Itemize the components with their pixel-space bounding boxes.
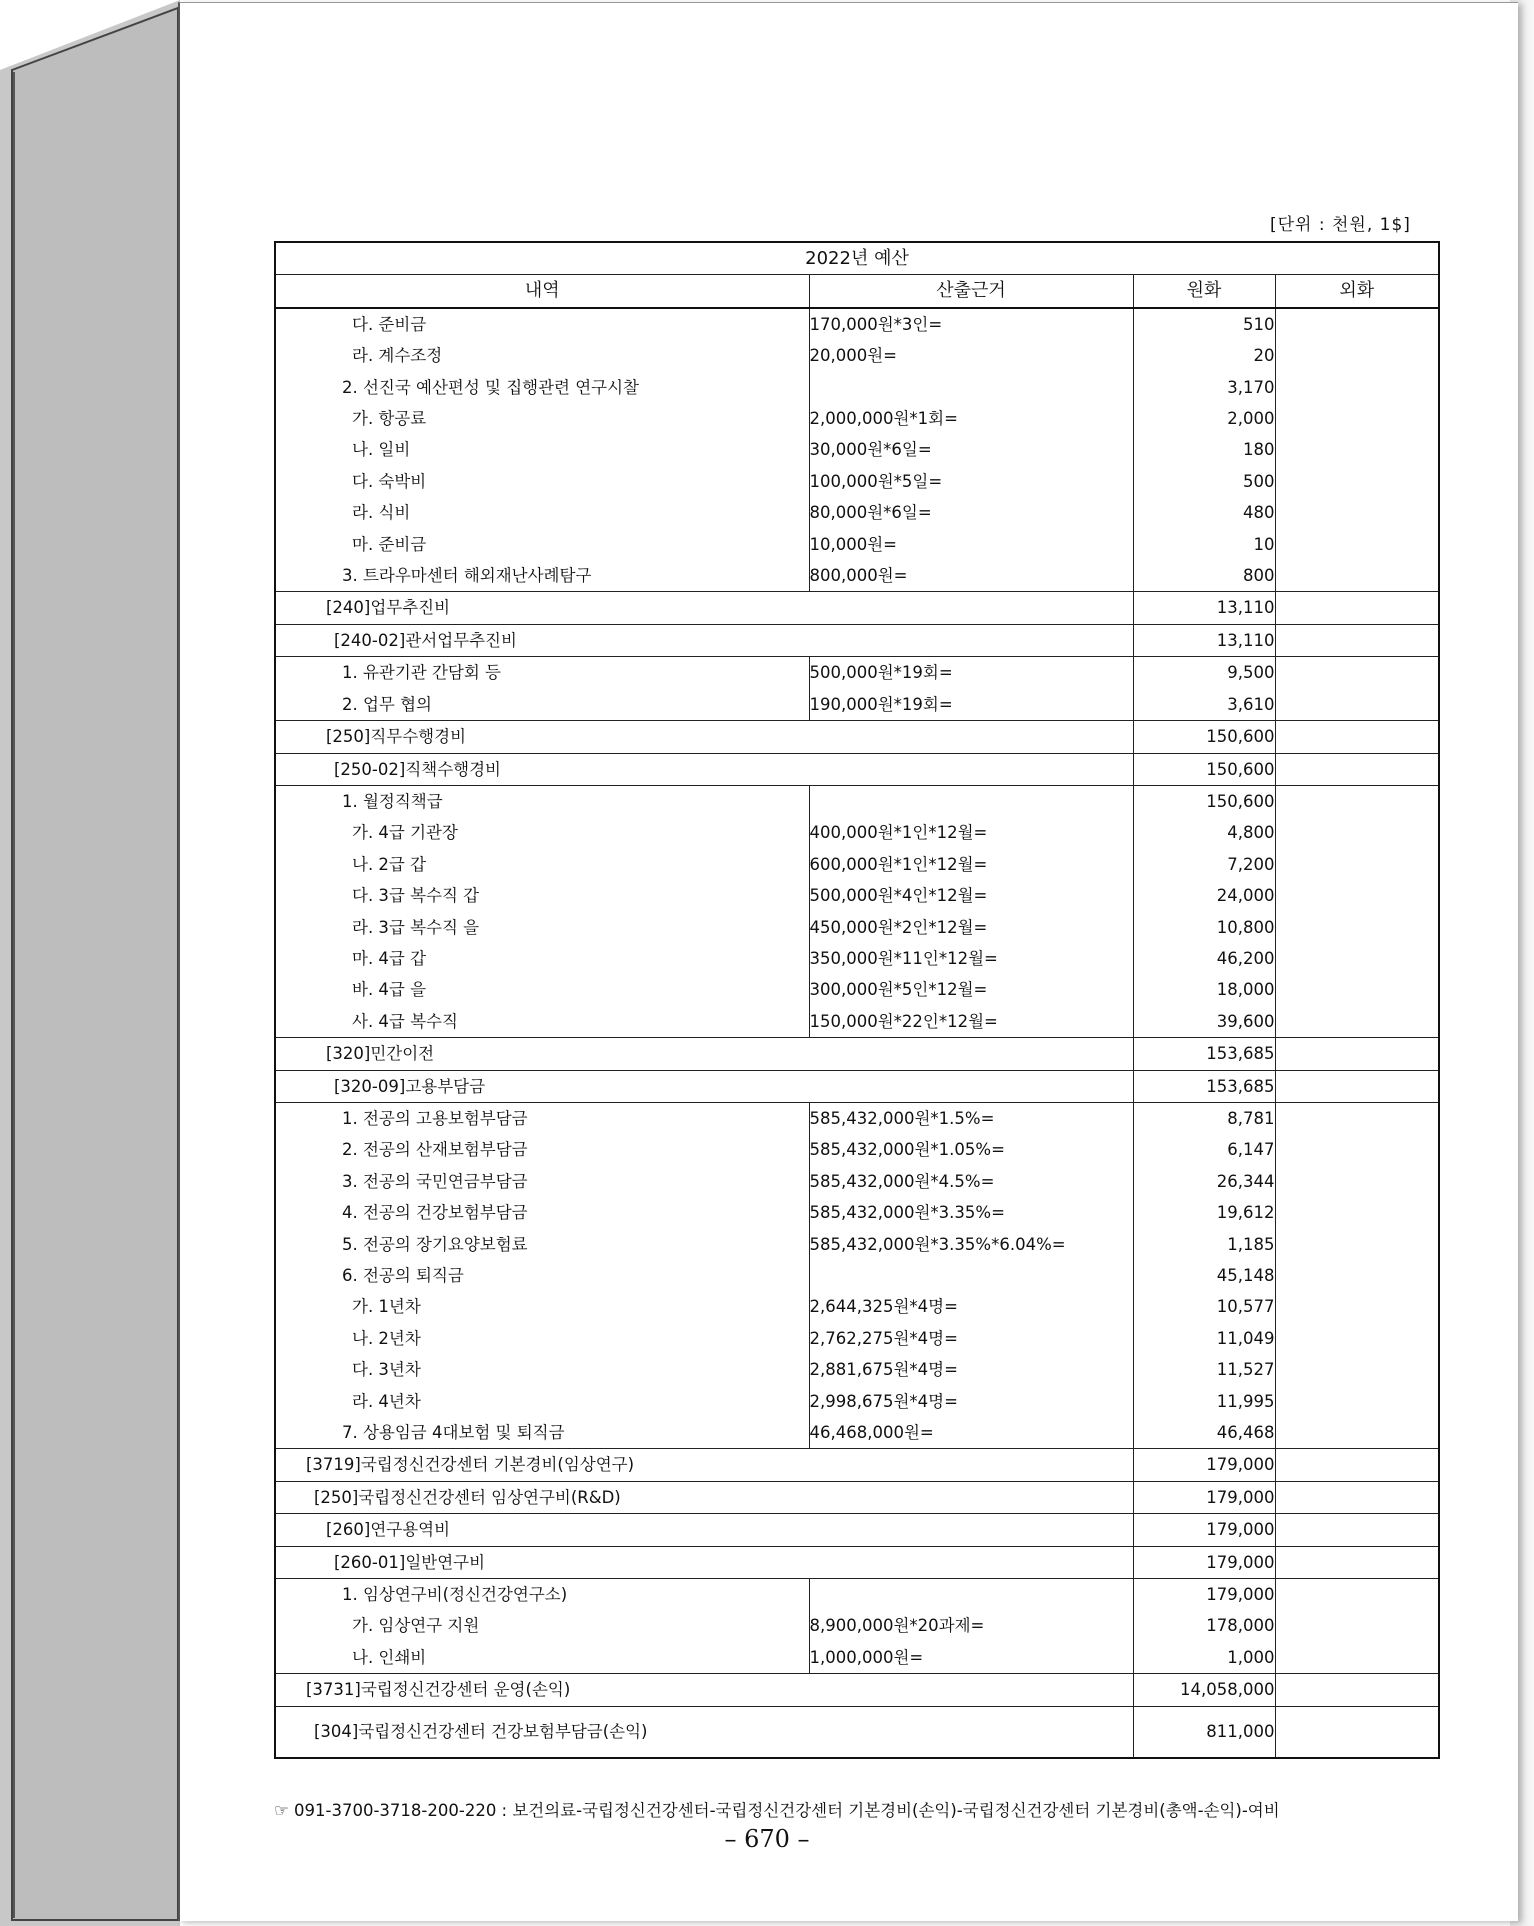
amount-foreign [1275, 1481, 1439, 1513]
table-row [275, 974, 1439, 1005]
amount-foreign [1275, 1386, 1439, 1417]
amount-krw: 10,577 [1133, 1291, 1275, 1322]
amount-krw: 24,000 [1133, 880, 1275, 911]
amount-foreign [1275, 1291, 1439, 1322]
table-row [275, 308, 1439, 340]
amount-krw: 3,610 [1133, 689, 1275, 721]
amount-krw: 179,000 [1133, 1546, 1275, 1578]
item-label: 나. 2급 갑 [352, 854, 427, 874]
amount-krw: 150,600 [1133, 785, 1275, 817]
item-basis: 100,000원*5일= [809, 466, 1133, 497]
amount-foreign [1275, 912, 1439, 943]
item-basis: 585,432,000원*3.35%= [809, 1197, 1133, 1228]
section-row [275, 1038, 1439, 1070]
page-number: – 670 – [724, 1825, 810, 1853]
amount-foreign [1275, 721, 1439, 753]
amount-foreign [1275, 1610, 1439, 1641]
section-label: [250]직무수행경비 [275, 721, 1133, 753]
amount-krw: 39,600 [1133, 1006, 1275, 1038]
item-basis: 2,998,675원*4명= [809, 1386, 1133, 1417]
item-label: 나. 인쇄비 [352, 1647, 427, 1667]
section-label: [240-02]관서업무추진비 [275, 624, 1133, 656]
amount-foreign [1275, 1514, 1439, 1546]
section-label: [250]국립정신건강센터 임상연구비(R&D) [275, 1481, 1133, 1513]
table-row [275, 1197, 1439, 1228]
table-row [275, 1354, 1439, 1385]
header-krw: 원화 [1133, 275, 1275, 308]
item-label: 1. 유관기관 간담회 등 [275, 657, 809, 689]
table-row [275, 1323, 1439, 1354]
amount-foreign [1275, 943, 1439, 974]
item-label: 1. 전공의 고용보험부담금 [275, 1102, 809, 1134]
item-basis [809, 785, 1133, 817]
table-row [275, 1579, 1439, 1611]
item-label: 가. 항공료 [352, 409, 427, 429]
amount-krw: 45,148 [1133, 1260, 1275, 1291]
table-row [275, 466, 1439, 497]
amount-krw: 4,800 [1133, 817, 1275, 848]
amount-foreign [1275, 1642, 1439, 1674]
item-label: 라. 계수조정 [352, 346, 443, 366]
item-label: 6. 전공의 퇴직금 [342, 1266, 464, 1285]
item-label: 가. 임상연구 지원 [352, 1616, 480, 1636]
amount-foreign [1275, 1323, 1439, 1354]
item-label: 사. 4급 복수직 [352, 1011, 458, 1031]
amount-foreign [1275, 1417, 1439, 1449]
amount-foreign [1275, 1038, 1439, 1070]
budget-table [274, 241, 1440, 1759]
amount-krw: 46,468 [1133, 1417, 1275, 1449]
amount-foreign [1275, 849, 1439, 880]
item-label: 라. 4년차 [352, 1391, 421, 1411]
table-row [275, 880, 1439, 911]
section-row [275, 753, 1439, 785]
amount-foreign [1275, 1134, 1439, 1165]
section-label: [3731]국립정신건강센터 운영(손익) [275, 1674, 1133, 1706]
item-basis: 585,432,000원*3.35%*6.04%= [809, 1229, 1133, 1260]
table-row [275, 372, 1439, 403]
item-basis [809, 372, 1133, 403]
item-basis: 150,000원*22인*12월= [809, 1006, 1133, 1038]
section-row [275, 592, 1439, 624]
footer-note: ☞ 091-3700-3718-200-220 : 보건의료-국립정신건강센터-국립정신건강센터 기본경비(손익)-국립정신건강센터 기본경비(총액-손익)-여비 [274, 1801, 1280, 1820]
table-body [275, 308, 1439, 1758]
header-basis: 산출근거 [809, 275, 1133, 308]
header-foreign: 외화 [1275, 275, 1439, 308]
amount-foreign [1275, 817, 1439, 848]
amount-foreign [1275, 974, 1439, 1005]
amount-krw: 26,344 [1133, 1166, 1275, 1197]
amount-krw: 153,685 [1133, 1070, 1275, 1102]
section-row [275, 721, 1439, 753]
item-label: 2. 선진국 예산편성 및 집행관련 연구시찰 [342, 377, 639, 397]
section-label: [260-01]일반연구비 [275, 1546, 1133, 1578]
table-row [275, 943, 1439, 974]
item-basis: 2,881,675원*4명= [809, 1354, 1133, 1385]
item-label: 다. 3급 복수직 갑 [352, 886, 480, 906]
table-row [275, 849, 1439, 880]
amount-foreign [1275, 466, 1439, 497]
item-basis: 400,000원*1인*12월= [809, 817, 1133, 848]
amount-foreign [1275, 1070, 1439, 1102]
item-label: 2. 업무 협의 [342, 694, 432, 714]
item-basis: 190,000원*19회= [809, 689, 1133, 721]
amount-foreign [1275, 1546, 1439, 1578]
table-row [275, 1006, 1439, 1038]
header-details: 내역 [275, 275, 809, 308]
amount-krw: 1,000 [1133, 1642, 1275, 1674]
section-row [275, 1674, 1439, 1706]
section-label: [304]국립정신건강센터 건강보험부담금(손익) [275, 1706, 1133, 1758]
table-row [275, 1386, 1439, 1417]
amount-foreign [1275, 624, 1439, 656]
table-row [275, 1642, 1439, 1674]
amount-foreign [1275, 1102, 1439, 1134]
item-label: 라. 3급 복수직 을 [352, 917, 480, 937]
item-basis: 20,000원= [809, 340, 1133, 371]
item-basis: 500,000원*19회= [809, 657, 1133, 689]
table-row [275, 1166, 1439, 1197]
amount-krw: 179,000 [1133, 1449, 1275, 1481]
amount-krw: 500 [1133, 466, 1275, 497]
item-basis: 500,000원*4인*12월= [809, 880, 1133, 911]
table-title: 2022년 예산 [275, 242, 1439, 275]
table-row [275, 1610, 1439, 1641]
table-row [275, 434, 1439, 465]
amount-krw: 3,170 [1133, 372, 1275, 403]
amount-foreign [1275, 785, 1439, 817]
item-basis: 80,000원*6일= [809, 497, 1133, 528]
item-label: 1. 월정직책급 [275, 785, 809, 817]
item-basis: 300,000원*5인*12월= [809, 974, 1133, 1005]
item-label: 5. 전공의 장기요양보험료 [342, 1234, 528, 1254]
item-label: 3. 전공의 국민연금부담금 [342, 1171, 528, 1191]
item-label: 라. 식비 [352, 503, 411, 523]
item-label: 마. 4급 갑 [352, 948, 427, 968]
amount-krw: 7,200 [1133, 849, 1275, 880]
item-basis [809, 1260, 1133, 1291]
amount-foreign [1275, 340, 1439, 371]
table-row [275, 1134, 1439, 1165]
item-basis: 800,000원= [809, 560, 1133, 592]
book-edge [0, 0, 180, 1926]
amount-foreign [1275, 372, 1439, 403]
section-row [275, 1449, 1439, 1481]
amount-foreign [1275, 1166, 1439, 1197]
amount-krw: 178,000 [1133, 1610, 1275, 1641]
section-label: [260]연구용역비 [275, 1514, 1133, 1546]
amount-foreign [1275, 657, 1439, 689]
item-label: 나. 일비 [352, 440, 411, 460]
amount-foreign [1275, 1579, 1439, 1611]
table-row [275, 1260, 1439, 1291]
amount-foreign [1275, 689, 1439, 721]
item-label: 7. 상용임금 4대보험 및 퇴직금 [342, 1423, 565, 1443]
item-label: 다. 3년차 [352, 1360, 421, 1380]
section-row [275, 1481, 1439, 1513]
amount-krw: 150,600 [1133, 721, 1275, 753]
amount-foreign [1275, 880, 1439, 911]
amount-krw: 13,110 [1133, 624, 1275, 656]
amount-foreign [1275, 592, 1439, 624]
unit-label: [단위 : 천원, 1$] [1270, 215, 1411, 235]
table-row [275, 657, 1439, 689]
amount-foreign [1275, 1449, 1439, 1481]
item-basis: 2,000,000원*1회= [809, 403, 1133, 434]
amount-krw: 10 [1133, 529, 1275, 560]
amount-krw: 13,110 [1133, 592, 1275, 624]
item-label: 가. 4급 기관장 [352, 823, 458, 843]
table-row [275, 1102, 1439, 1134]
table-row [275, 912, 1439, 943]
amount-krw: 6,147 [1133, 1134, 1275, 1165]
amount-krw: 20 [1133, 340, 1275, 371]
item-label: 마. 준비금 [352, 534, 427, 554]
item-basis: 585,432,000원*4.5%= [809, 1166, 1133, 1197]
table-row [275, 497, 1439, 528]
table-row [275, 529, 1439, 560]
item-basis: 10,000원= [809, 529, 1133, 560]
section-row [275, 1706, 1439, 1758]
item-basis [809, 1579, 1133, 1611]
amount-krw: 18,000 [1133, 974, 1275, 1005]
amount-foreign [1275, 1674, 1439, 1706]
amount-krw: 800 [1133, 560, 1275, 592]
item-label: 4. 전공의 건강보험부담금 [342, 1203, 528, 1223]
table-row [275, 1417, 1439, 1449]
amount-krw: 510 [1133, 308, 1275, 340]
amount-krw: 11,527 [1133, 1354, 1275, 1385]
amount-foreign [1275, 753, 1439, 785]
item-basis: 600,000원*1인*12월= [809, 849, 1133, 880]
amount-krw: 9,500 [1133, 657, 1275, 689]
amount-foreign [1275, 1260, 1439, 1291]
amount-krw: 811,000 [1133, 1706, 1275, 1758]
amount-krw: 46,200 [1133, 943, 1275, 974]
item-label: 2. 전공의 산재보험부담금 [342, 1140, 528, 1160]
amount-foreign [1275, 1706, 1439, 1758]
item-basis: 170,000원*3인= [809, 308, 1133, 340]
item-basis: 2,762,275원*4명= [809, 1323, 1133, 1354]
section-row [275, 624, 1439, 656]
amount-krw: 153,685 [1133, 1038, 1275, 1070]
table-row [275, 1291, 1439, 1322]
section-label: [250-02]직책수행경비 [275, 753, 1133, 785]
table-row [275, 403, 1439, 434]
amount-krw: 150,600 [1133, 753, 1275, 785]
item-label: 다. 준비금 [352, 314, 427, 334]
item-basis: 350,000원*11인*12월= [809, 943, 1133, 974]
item-label: 바. 4급 을 [352, 980, 427, 1000]
item-label: 1. 임상연구비(정신건강연구소) [275, 1579, 809, 1611]
section-label: [320]민간이전 [275, 1038, 1133, 1070]
table-row [275, 817, 1439, 848]
section-label: [240]업무추진비 [275, 592, 1133, 624]
amount-krw: 10,800 [1133, 912, 1275, 943]
amount-krw: 180 [1133, 434, 1275, 465]
item-basis: 1,000,000원= [809, 1642, 1133, 1674]
item-basis: 450,000원*2인*12월= [809, 912, 1133, 943]
amount-krw: 179,000 [1133, 1579, 1275, 1611]
amount-krw: 2,000 [1133, 403, 1275, 434]
table-row [275, 560, 1439, 592]
amount-foreign [1275, 529, 1439, 560]
amount-krw: 19,612 [1133, 1197, 1275, 1228]
section-row [275, 1514, 1439, 1546]
table-row [275, 340, 1439, 371]
table-row [275, 785, 1439, 817]
amount-krw: 179,000 [1133, 1481, 1275, 1513]
section-row [275, 1546, 1439, 1578]
item-basis: 585,432,000원*1.5%= [809, 1102, 1133, 1134]
amount-foreign [1275, 403, 1439, 434]
amount-krw: 11,049 [1133, 1323, 1275, 1354]
item-label: 가. 1년차 [352, 1297, 421, 1317]
amount-foreign [1275, 560, 1439, 592]
amount-foreign [1275, 1229, 1439, 1260]
amount-foreign [1275, 308, 1439, 340]
amount-krw: 179,000 [1133, 1514, 1275, 1546]
item-basis: 46,468,000원= [809, 1417, 1133, 1449]
amount-foreign [1275, 497, 1439, 528]
amount-krw: 1,185 [1133, 1229, 1275, 1260]
amount-krw: 11,995 [1133, 1386, 1275, 1417]
item-label: 다. 숙박비 [352, 471, 427, 491]
amount-foreign [1275, 1006, 1439, 1038]
item-basis: 30,000원*6일= [809, 434, 1133, 465]
item-label: 3. 트라우마센터 해외재난사례탐구 [342, 566, 592, 586]
table-row [275, 1229, 1439, 1260]
amount-krw: 480 [1133, 497, 1275, 528]
section-label: [320-09]고용부담금 [275, 1070, 1133, 1102]
item-basis: 8,900,000원*20과제= [809, 1610, 1133, 1641]
item-basis: 2,644,325원*4명= [809, 1291, 1133, 1322]
amount-krw: 8,781 [1133, 1102, 1275, 1134]
amount-krw: 14,058,000 [1133, 1674, 1275, 1706]
amount-foreign [1275, 1354, 1439, 1385]
item-basis: 585,432,000원*1.05%= [809, 1134, 1133, 1165]
table-row [275, 689, 1439, 721]
section-label: [3719]국립정신건강센터 기본경비(임상연구) [275, 1449, 1133, 1481]
amount-foreign [1275, 1197, 1439, 1228]
item-label: 나. 2년차 [352, 1328, 421, 1348]
section-row [275, 1070, 1439, 1102]
amount-foreign [1275, 434, 1439, 465]
